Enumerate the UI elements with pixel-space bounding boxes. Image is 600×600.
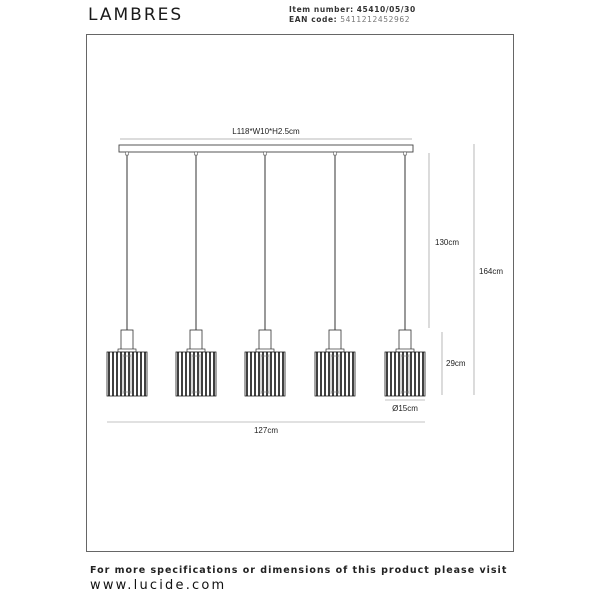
ean-label: EAN code: [289, 15, 338, 24]
pendant-2 [176, 152, 216, 396]
footer-info-text: For more specifications or dimensions of this product please visit [90, 565, 508, 576]
item-number-value: 45410/05/30 [356, 5, 416, 14]
pendant-1 [107, 152, 147, 396]
cord-length-label: 130cm [435, 238, 460, 247]
shade-height-label: 29cm [446, 359, 466, 368]
ean-value: 5411212452962 [340, 15, 411, 24]
canopy-dimension-label: L118*W10*H2.5cm [232, 127, 300, 136]
total-height-label: 164cm [479, 267, 504, 276]
total-width-label: 127cm [253, 426, 279, 435]
pendant-5 [385, 152, 425, 396]
item-number-label: Item number: [289, 5, 354, 14]
footer-website-link[interactable]: www.lucide.com [90, 578, 227, 593]
pendant-3 [245, 152, 285, 396]
ceiling-canopy [119, 145, 413, 152]
product-title: LAMBRES [88, 5, 184, 25]
pendant-4 [315, 152, 355, 396]
shade-diameter-label: Ø15cm [392, 404, 418, 413]
